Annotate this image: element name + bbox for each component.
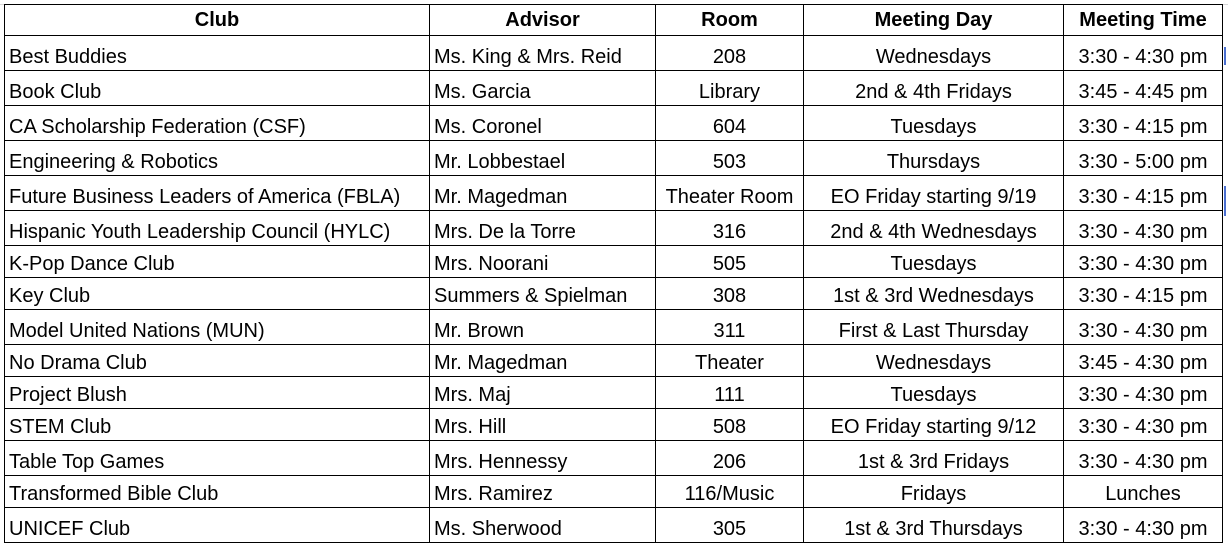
club-schedule-table: [4, 4, 1223, 543]
cell-room[interactable]: Theater Room: [656, 176, 804, 211]
cell-club[interactable]: Future Business Leaders of America (FBLA): [5, 176, 430, 211]
cell-advisor[interactable]: Mrs. Hill: [430, 409, 656, 441]
table-body: [5, 36, 1223, 543]
table-row: [5, 176, 1223, 211]
cell-room[interactable]: 206: [656, 441, 804, 476]
cell-club[interactable]: Engineering & Robotics: [5, 141, 430, 176]
cell-club[interactable]: Project Blush: [5, 377, 430, 409]
cell-meeting-day[interactable]: 1st & 3rd Fridays: [804, 441, 1064, 476]
cell-meeting-day[interactable]: Wednesdays: [804, 36, 1064, 71]
cell-room[interactable]: 505: [656, 246, 804, 278]
cell-room[interactable]: 311: [656, 310, 804, 345]
table-row: [5, 141, 1223, 176]
cell-club[interactable]: Book Club: [5, 71, 430, 106]
cell-meeting-day[interactable]: Tuesdays: [804, 246, 1064, 278]
cell-advisor[interactable]: Mr. Magedman: [430, 345, 656, 377]
cell-room[interactable]: 316: [656, 211, 804, 246]
table-row: [5, 441, 1223, 476]
cell-meeting-day[interactable]: Wednesdays: [804, 345, 1064, 377]
cell-meeting-time[interactable]: 3:30 - 4:30 pm: [1064, 441, 1223, 476]
cell-club[interactable]: STEM Club: [5, 409, 430, 441]
table-row: [5, 377, 1223, 409]
cell-advisor[interactable]: Mrs. Ramirez: [430, 476, 656, 508]
selection-edge-mark: [1224, 186, 1226, 216]
table-row: [5, 278, 1223, 310]
cell-club[interactable]: UNICEF Club: [5, 508, 430, 543]
cell-room[interactable]: 503: [656, 141, 804, 176]
cell-meeting-time[interactable]: 3:30 - 4:15 pm: [1064, 176, 1223, 211]
cell-meeting-day[interactable]: Tuesdays: [804, 106, 1064, 141]
cell-advisor[interactable]: Mrs. De la Torre: [430, 211, 656, 246]
cell-room[interactable]: 604: [656, 106, 804, 141]
cell-meeting-time[interactable]: 3:30 - 4:15 pm: [1064, 278, 1223, 310]
cell-meeting-time[interactable]: 3:30 - 4:30 pm: [1064, 246, 1223, 278]
table-row: [5, 36, 1223, 71]
selection-edge-mark: [1224, 47, 1226, 65]
table-row: [5, 508, 1223, 543]
cell-meeting-day[interactable]: Fridays: [804, 476, 1064, 508]
cell-advisor[interactable]: Ms. King & Mrs. Reid: [430, 36, 656, 71]
cell-club[interactable]: No Drama Club: [5, 345, 430, 377]
cell-meeting-time[interactable]: 3:30 - 4:30 pm: [1064, 211, 1223, 246]
cell-club[interactable]: Transformed Bible Club: [5, 476, 430, 508]
cell-club[interactable]: Key Club: [5, 278, 430, 310]
header-row: [5, 5, 1223, 36]
cell-meeting-day[interactable]: EO Friday starting 9/12: [804, 409, 1064, 441]
cell-meeting-day[interactable]: 2nd & 4th Fridays: [804, 71, 1064, 106]
cell-room[interactable]: Library: [656, 71, 804, 106]
cell-advisor[interactable]: Mrs. Maj: [430, 377, 656, 409]
cell-room[interactable]: 208: [656, 36, 804, 71]
cell-club[interactable]: K-Pop Dance Club: [5, 246, 430, 278]
cell-meeting-day[interactable]: Tuesdays: [804, 377, 1064, 409]
cell-meeting-day[interactable]: Thursdays: [804, 141, 1064, 176]
cell-club[interactable]: Table Top Games: [5, 441, 430, 476]
cell-room[interactable]: 111: [656, 377, 804, 409]
cell-advisor[interactable]: Mrs. Noorani: [430, 246, 656, 278]
cell-meeting-time[interactable]: 3:30 - 5:00 pm: [1064, 141, 1223, 176]
cell-advisor[interactable]: Summers & Spielman: [430, 278, 656, 310]
cell-meeting-day[interactable]: EO Friday starting 9/19: [804, 176, 1064, 211]
cell-advisor[interactable]: Mrs. Hennessy: [430, 441, 656, 476]
table-row: [5, 409, 1223, 441]
table-row: [5, 106, 1223, 141]
cell-room[interactable]: 308: [656, 278, 804, 310]
cell-room[interactable]: 116/Music: [656, 476, 804, 508]
cell-meeting-time[interactable]: 3:30 - 4:30 pm: [1064, 508, 1223, 543]
cell-advisor[interactable]: Ms. Garcia: [430, 71, 656, 106]
cell-club[interactable]: Model United Nations (MUN): [5, 310, 430, 345]
table-row: [5, 246, 1223, 278]
cell-room[interactable]: Theater: [656, 345, 804, 377]
cell-meeting-day[interactable]: 2nd & 4th Wednesdays: [804, 211, 1064, 246]
cell-club[interactable]: Hispanic Youth Leadership Council (HYLC): [5, 211, 430, 246]
cell-meeting-time[interactable]: 3:30 - 4:30 pm: [1064, 36, 1223, 71]
header-club[interactable]: Club: [5, 5, 430, 36]
cell-meeting-day[interactable]: 1st & 3rd Wednesdays: [804, 278, 1064, 310]
cell-advisor[interactable]: Ms. Coronel: [430, 106, 656, 141]
cell-meeting-day[interactable]: First & Last Thursday: [804, 310, 1064, 345]
cell-meeting-time[interactable]: Lunches: [1064, 476, 1223, 508]
table-row: [5, 211, 1223, 246]
cell-meeting-time[interactable]: 3:45 - 4:45 pm: [1064, 71, 1223, 106]
table-row: [5, 345, 1223, 377]
cell-room[interactable]: 305: [656, 508, 804, 543]
club-schedule-sheet: [4, 4, 1222, 543]
cell-room[interactable]: 508: [656, 409, 804, 441]
cell-advisor[interactable]: Mr. Brown: [430, 310, 656, 345]
cell-club[interactable]: Best Buddies: [5, 36, 430, 71]
header-advisor[interactable]: Advisor: [430, 5, 656, 36]
table-row: [5, 310, 1223, 345]
cell-advisor[interactable]: Ms. Sherwood: [430, 508, 656, 543]
header-room[interactable]: Room: [656, 5, 804, 36]
table-row: [5, 476, 1223, 508]
cell-meeting-time[interactable]: 3:30 - 4:30 pm: [1064, 409, 1223, 441]
cell-advisor[interactable]: Mr. Lobbestael: [430, 141, 656, 176]
cell-club[interactable]: CA Scholarship Federation (CSF): [5, 106, 430, 141]
cell-meeting-time[interactable]: 3:30 - 4:15 pm: [1064, 106, 1223, 141]
cell-meeting-time[interactable]: 3:30 - 4:30 pm: [1064, 377, 1223, 409]
header-meeting-time[interactable]: Meeting Time: [1064, 5, 1223, 36]
cell-meeting-day[interactable]: 1st & 3rd Thursdays: [804, 508, 1064, 543]
cell-advisor[interactable]: Mr. Magedman: [430, 176, 656, 211]
cell-meeting-time[interactable]: 3:30 - 4:30 pm: [1064, 310, 1223, 345]
header-meeting-day[interactable]: Meeting Day: [804, 5, 1064, 36]
cell-meeting-time[interactable]: 3:45 - 4:30 pm: [1064, 345, 1223, 377]
table-row: [5, 71, 1223, 106]
